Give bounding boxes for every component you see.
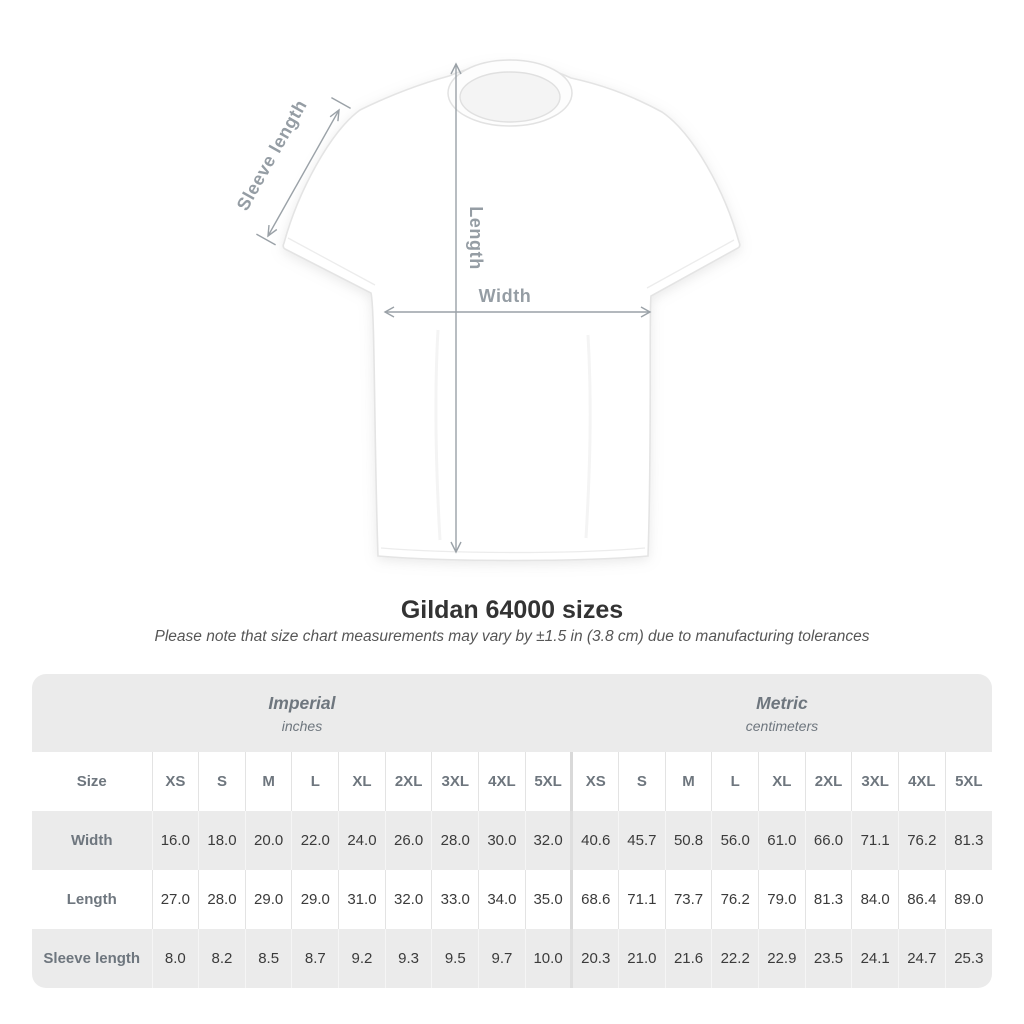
size-col-imperial-l: L (292, 752, 339, 811)
size-col-metric-4xl: 4XL (899, 752, 946, 811)
sleeve-length-imperial-s: 8.2 (199, 929, 246, 988)
sleeve-length-metric-3xl: 24.1 (852, 929, 899, 988)
length-metric-xl: 79.0 (759, 870, 806, 929)
sleeve-length-imperial-3xl: 9.5 (432, 929, 479, 988)
section-metric-name: Metric (756, 692, 808, 713)
size-col-metric-m: M (665, 752, 712, 811)
size-col-imperial-4xl: 4XL (479, 752, 526, 811)
sleeve-length-metric-l: 22.2 (712, 929, 759, 988)
sleeve-length-metric-4xl: 24.7 (899, 929, 946, 988)
length-metric-3xl: 84.0 (852, 870, 899, 929)
size-col-imperial-xs: XS (152, 752, 199, 811)
width-imperial-5xl: 32.0 (525, 811, 572, 870)
sleeve-length-metric-xs: 20.3 (572, 929, 619, 988)
section-imperial-unit: inches (281, 717, 323, 734)
width-metric-m: 50.8 (665, 811, 712, 870)
width-imperial-l: 22.0 (292, 811, 339, 870)
width-metric-4xl: 76.2 (899, 811, 946, 870)
length-imperial-xs: 27.0 (152, 870, 199, 929)
length-metric-4xl: 86.4 (899, 870, 946, 929)
size-chart-table (32, 674, 992, 988)
sleeve-length-imperial-4xl: 9.7 (479, 929, 526, 988)
width-imperial-m: 20.0 (245, 811, 292, 870)
length-metric-m: 73.7 (665, 870, 712, 929)
sleeve-length-imperial-2xl: 9.3 (385, 929, 432, 988)
row-label-length: Length (32, 870, 152, 929)
section-imperial (32, 674, 572, 752)
length-metric-5xl: 89.0 (945, 870, 992, 929)
measurement-row-length (32, 870, 992, 929)
size-header-cell: Size (32, 752, 152, 811)
length-metric-l: 76.2 (712, 870, 759, 929)
page-title: Gildan 64000 sizes (400, 596, 624, 624)
measurement-row-sleeve-length (32, 929, 992, 988)
width-imperial-xl: 24.0 (339, 811, 386, 870)
sleeve-length-metric-2xl: 23.5 (805, 929, 852, 988)
size-col-imperial-s: S (199, 752, 246, 811)
size-col-metric-s: S (619, 752, 666, 811)
sleeve-length-metric-m: 21.6 (665, 929, 712, 988)
width-metric-5xl: 81.3 (945, 811, 992, 870)
length-imperial-s: 28.0 (199, 870, 246, 929)
size-col-metric-5xl: 5XL (945, 752, 992, 811)
width-label: Width (478, 286, 532, 306)
width-imperial-2xl: 26.0 (385, 811, 432, 870)
width-metric-xl: 61.0 (759, 811, 806, 870)
length-metric-xs: 68.6 (572, 870, 619, 929)
width-imperial-xs: 16.0 (152, 811, 199, 870)
width-metric-s: 45.7 (619, 811, 666, 870)
sleeve-length-imperial-xl: 9.2 (339, 929, 386, 988)
width-metric-3xl: 71.1 (852, 811, 899, 870)
unit-section-row (32, 674, 992, 752)
length-imperial-4xl: 34.0 (479, 870, 526, 929)
sleeve-length-metric-s: 21.0 (619, 929, 666, 988)
row-label-sleeve-length: Sleeve length (32, 929, 152, 988)
sizes-header-row (32, 752, 992, 811)
size-col-imperial-m: M (245, 752, 292, 811)
length-imperial-2xl: 32.0 (385, 870, 432, 929)
section-metric-unit: centimeters (745, 717, 819, 734)
size-col-metric-3xl: 3XL (852, 752, 899, 811)
length-imperial-m: 29.0 (245, 870, 292, 929)
size-col-metric-xl: XL (759, 752, 806, 811)
sleeve-length-metric-5xl: 25.3 (945, 929, 992, 988)
width-imperial-4xl: 30.0 (479, 811, 526, 870)
length-metric-2xl: 81.3 (805, 870, 852, 929)
measurements-body (32, 811, 992, 988)
sleeve-length-label: Sleeve length (232, 96, 311, 214)
sleeve-length-imperial-xs: 8.0 (152, 929, 199, 988)
size-col-imperial-3xl: 3XL (432, 752, 479, 811)
sleeve-length-imperial-5xl: 10.0 (525, 929, 572, 988)
measurement-row-width (32, 811, 992, 870)
section-imperial-name: Imperial (268, 692, 336, 713)
size-col-imperial-5xl: 5XL (525, 752, 572, 811)
row-label-width: Width (32, 811, 152, 870)
sleeve-length-imperial-l: 8.7 (292, 929, 339, 988)
sleeve-length-imperial-m: 8.5 (245, 929, 292, 988)
width-imperial-s: 18.0 (199, 811, 246, 870)
size-col-metric-2xl: 2XL (805, 752, 852, 811)
size-col-metric-xs: XS (572, 752, 619, 811)
width-metric-xs: 40.6 (572, 811, 619, 870)
tolerance-note: Please note that size chart measurements may vary by ±1.5 in (3.8 cm) due to manufacturing tolerances (154, 628, 870, 645)
size-col-metric-l: L (712, 752, 759, 811)
section-metric (572, 674, 992, 752)
length-label: Length (466, 206, 486, 270)
length-imperial-xl: 31.0 (339, 870, 386, 929)
size-col-imperial-2xl: 2XL (385, 752, 432, 811)
width-imperial-3xl: 28.0 (432, 811, 479, 870)
tshirt-shape (283, 60, 740, 561)
sleeve-length-metric-xl: 22.9 (759, 929, 806, 988)
length-imperial-l: 29.0 (292, 870, 339, 929)
length-metric-s: 71.1 (619, 870, 666, 929)
size-col-imperial-xl: XL (339, 752, 386, 811)
width-metric-2xl: 66.0 (805, 811, 852, 870)
length-imperial-3xl: 33.0 (432, 870, 479, 929)
size-table (32, 674, 992, 988)
collar-inner (460, 72, 560, 122)
width-metric-l: 56.0 (712, 811, 759, 870)
length-imperial-5xl: 35.0 (525, 870, 572, 929)
